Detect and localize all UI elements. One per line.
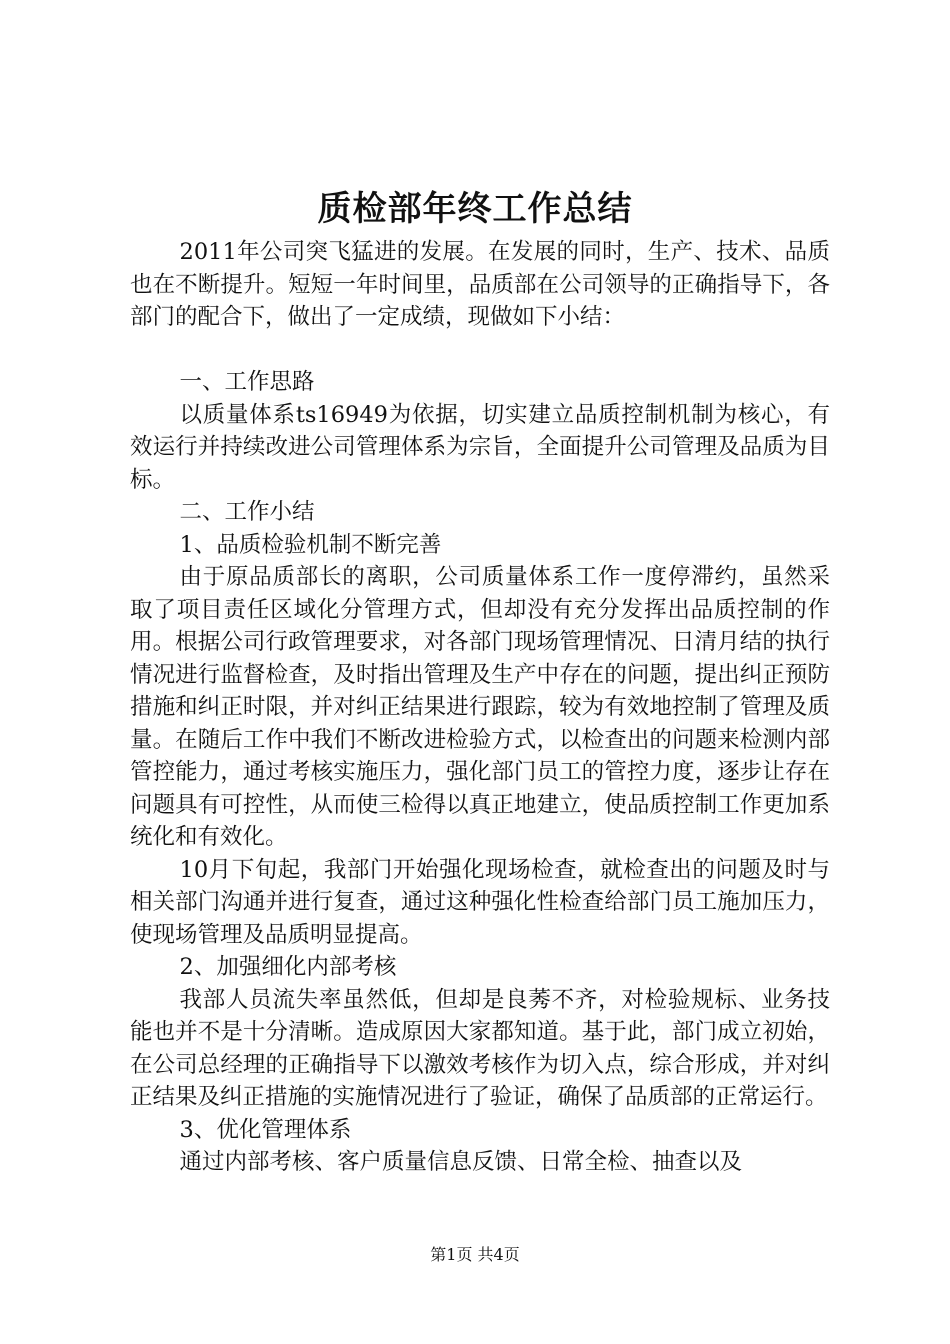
subheading-inspection-mechanism: 1、品质检验机制不断完善 <box>179 531 442 558</box>
subheading-internal-assessment: 2、加强细化内部考核 <box>179 954 397 980</box>
subheading-management-system: 3、优化管理体系 <box>179 1116 352 1143</box>
paragraph-work-approach: 以质量体系ts16949为依据，切实建立品质控制机制为核心，有效运行并持续改进公司管理体系为宗旨，全面提升公司管理及品质为目标。 <box>130 401 830 493</box>
paragraph-inspection-mechanism: 由于原品质部长的离职，公司质量体系工作一度停滞约，虽然采取了项目责任区域化分管理方式，但却没有充分发挥出品质控制的作用。根据公司行政管理要求，对各部门现场管理情况、日清月结的执行情况进行监督检查，及时指出管理及生产中存在的问题，提出纠正预防措施和纠正时限，并对纠正结果进行跟踪，较为有效地控制了管理及质量。在随后工作中我们不断改进检验方式，以检查出的问题来检测内部管控能力，通过考核实施压力，强化部门员工的管控力度，逐步让存在问题具有可控性，从而使三检得以真正地建立，使品质控制工作更加系统化和有效化。 <box>130 564 830 850</box>
page-footer: 第1页 共4页 <box>430 1245 520 1264</box>
document-title: 质检部年终工作总结 <box>317 189 633 229</box>
intro-paragraph: 2011年公司突飞猛进的发展。在发展的同时，生产、技术、品质也在不断提升。短短一年时间里，品质部在公司领导的正确指导下，各部门的配合下，做出了一定成绩，现做如下小结： <box>130 239 830 330</box>
paragraph-internal-assessment: 我部人员流失率虽然低，但却是良莠不齐，对检验规标、业务技能也并不是十分清晰。造成原因大家都知道。基于此，部门成立初始，在公司总经理的正确指导下以激效考核作为切入点，综合形成，并对纠正结果及纠正措施的实施情况进行了验证，确保了品质部的正常运行。 <box>130 986 830 1110</box>
paragraph-october-inspection: 10月下旬起，我部门开始强化现场检查，就检查出的问题及时与相关部门沟通并进行复查，通过这种强化性检查给部门员工施加压力，使现场管理及品质明显提高。 <box>130 856 830 948</box>
section-heading-work-summary: 二、工作小结 <box>179 499 315 525</box>
document-body <box>130 236 830 1179</box>
paragraph-management-system: 通过内部考核、客户质量信息反馈、日常全检、抽查以及 <box>179 1149 743 1175</box>
section-heading-work-approach: 一、工作思路 <box>179 369 315 395</box>
